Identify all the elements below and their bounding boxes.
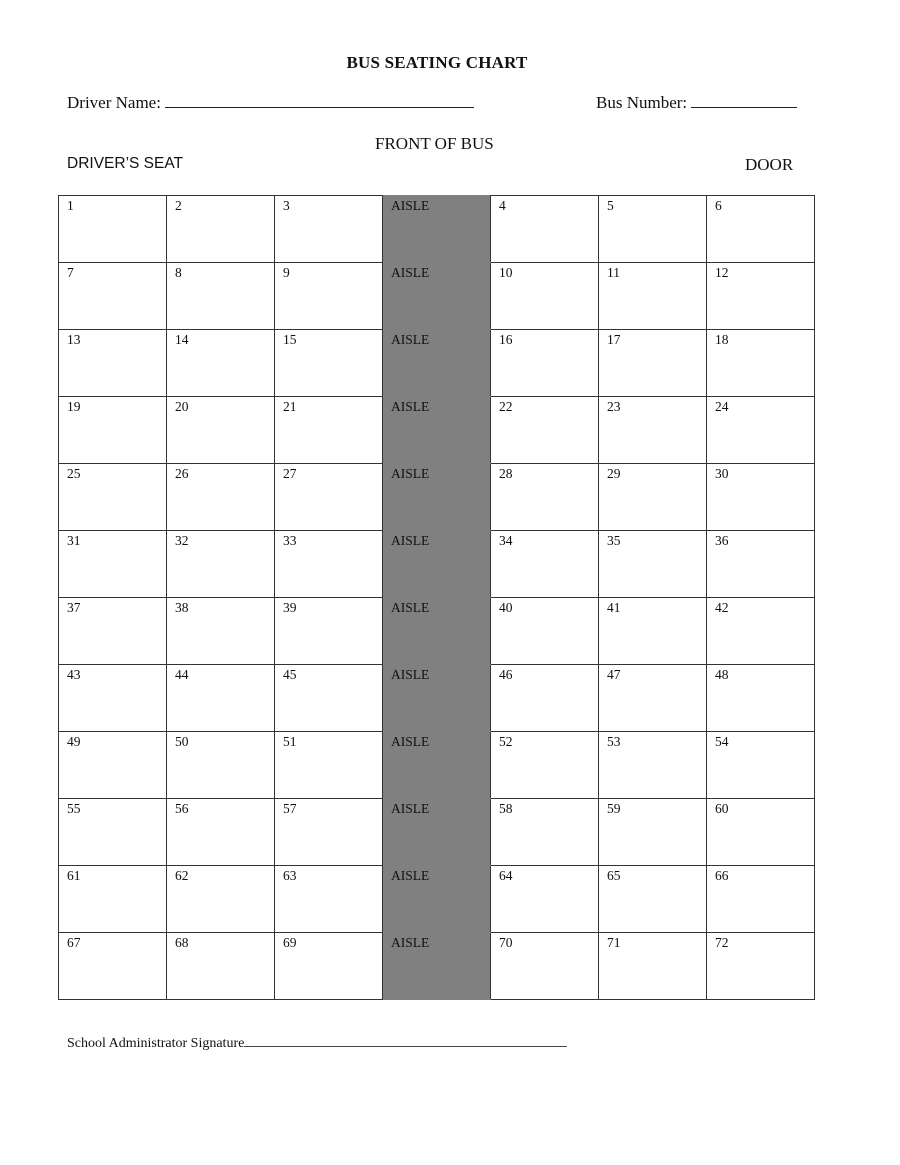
front-of-bus-label: FRONT OF BUS bbox=[375, 134, 494, 153]
signature-field[interactable] bbox=[67, 1034, 567, 1052]
seat-cell[interactable]: 57 bbox=[275, 799, 383, 866]
seat-cell[interactable]: 38 bbox=[167, 598, 275, 665]
aisle-cell: AISLE bbox=[383, 866, 491, 933]
seat-row bbox=[59, 330, 815, 397]
seat-cell[interactable]: 24 bbox=[707, 397, 815, 464]
seat-cell[interactable]: 19 bbox=[59, 397, 167, 464]
seat-cell[interactable]: 67 bbox=[59, 933, 167, 1000]
seat-cell[interactable]: 65 bbox=[599, 866, 707, 933]
seat-cell[interactable]: 10 bbox=[491, 263, 599, 330]
seat-cell[interactable]: 20 bbox=[167, 397, 275, 464]
seat-cell[interactable]: 72 bbox=[707, 933, 815, 1000]
door-label: DOOR bbox=[745, 155, 794, 174]
seat-row bbox=[59, 531, 815, 598]
seat-cell[interactable]: 35 bbox=[599, 531, 707, 598]
seat-cell[interactable]: 28 bbox=[491, 464, 599, 531]
seat-cell[interactable]: 47 bbox=[599, 665, 707, 732]
seat-cell[interactable]: 26 bbox=[167, 464, 275, 531]
seat-cell[interactable]: 50 bbox=[167, 732, 275, 799]
seat-cell[interactable]: 49 bbox=[59, 732, 167, 799]
seat-row bbox=[59, 598, 815, 665]
aisle-cell: AISLE bbox=[383, 598, 491, 665]
seat-cell[interactable]: 51 bbox=[275, 732, 383, 799]
aisle-cell: AISLE bbox=[383, 732, 491, 799]
seat-cell[interactable]: 12 bbox=[707, 263, 815, 330]
seat-cell[interactable]: 61 bbox=[59, 866, 167, 933]
seat-row bbox=[59, 732, 815, 799]
seat-cell[interactable]: 33 bbox=[275, 531, 383, 598]
seat-cell[interactable]: 30 bbox=[707, 464, 815, 531]
driver-name-blank[interactable] bbox=[165, 93, 474, 108]
seat-cell[interactable]: 29 bbox=[599, 464, 707, 531]
seat-cell[interactable]: 64 bbox=[491, 866, 599, 933]
aisle-cell: AISLE bbox=[383, 263, 491, 330]
bus-number-label: Bus Number: bbox=[596, 93, 688, 112]
seat-cell[interactable]: 18 bbox=[707, 330, 815, 397]
seat-row bbox=[59, 196, 815, 263]
seat-cell[interactable]: 40 bbox=[491, 598, 599, 665]
seat-cell[interactable]: 71 bbox=[599, 933, 707, 1000]
seat-cell[interactable]: 15 bbox=[275, 330, 383, 397]
seat-cell[interactable]: 60 bbox=[707, 799, 815, 866]
aisle-cell: AISLE bbox=[383, 531, 491, 598]
driver-name-label: Driver Name: bbox=[67, 93, 161, 112]
seat-cell[interactable]: 32 bbox=[167, 531, 275, 598]
aisle-cell: AISLE bbox=[383, 330, 491, 397]
seat-cell[interactable]: 6 bbox=[707, 196, 815, 263]
seat-cell[interactable]: 36 bbox=[707, 531, 815, 598]
driver-name-field[interactable] bbox=[67, 93, 474, 113]
seat-cell[interactable]: 46 bbox=[491, 665, 599, 732]
seat-cell[interactable]: 31 bbox=[59, 531, 167, 598]
seat-cell[interactable]: 70 bbox=[491, 933, 599, 1000]
seat-cell[interactable]: 27 bbox=[275, 464, 383, 531]
aisle-cell: AISLE bbox=[383, 933, 491, 1000]
seat-row bbox=[59, 933, 815, 1000]
seat-cell[interactable]: 54 bbox=[707, 732, 815, 799]
bus-number-field[interactable] bbox=[596, 93, 797, 113]
seat-cell[interactable]: 41 bbox=[599, 598, 707, 665]
seat-row bbox=[59, 464, 815, 531]
aisle-cell: AISLE bbox=[383, 464, 491, 531]
seat-cell[interactable]: 69 bbox=[275, 933, 383, 1000]
seat-cell[interactable]: 44 bbox=[167, 665, 275, 732]
bus-number-blank[interactable] bbox=[691, 93, 797, 108]
seat-cell[interactable]: 1 bbox=[59, 196, 167, 263]
seat-cell[interactable]: 34 bbox=[491, 531, 599, 598]
aisle-cell: AISLE bbox=[383, 799, 491, 866]
aisle-cell: AISLE bbox=[383, 397, 491, 464]
seat-cell[interactable]: 11 bbox=[599, 263, 707, 330]
seat-cell[interactable]: 14 bbox=[167, 330, 275, 397]
seat-cell[interactable]: 21 bbox=[275, 397, 383, 464]
seat-cell[interactable]: 45 bbox=[275, 665, 383, 732]
seat-cell[interactable]: 7 bbox=[59, 263, 167, 330]
signature-label: School Administrator Signature bbox=[67, 1036, 245, 1051]
seat-cell[interactable]: 2 bbox=[167, 196, 275, 263]
seat-cell[interactable]: 4 bbox=[491, 196, 599, 263]
seat-row bbox=[59, 866, 815, 933]
drivers-seat-label: DRIVER’S SEAT bbox=[67, 155, 183, 172]
seat-cell[interactable]: 22 bbox=[491, 397, 599, 464]
seating-grid bbox=[58, 195, 815, 1000]
seat-cell[interactable]: 53 bbox=[599, 732, 707, 799]
seat-cell[interactable]: 5 bbox=[599, 196, 707, 263]
seat-cell[interactable]: 17 bbox=[599, 330, 707, 397]
seat-cell[interactable]: 39 bbox=[275, 598, 383, 665]
seat-row bbox=[59, 263, 815, 330]
seat-cell[interactable]: 59 bbox=[599, 799, 707, 866]
seat-row bbox=[59, 799, 815, 866]
seat-cell[interactable]: 55 bbox=[59, 799, 167, 866]
seat-cell[interactable]: 63 bbox=[275, 866, 383, 933]
seat-row bbox=[59, 397, 815, 464]
page-title: BUS SEATING CHART bbox=[346, 53, 528, 72]
seat-cell[interactable]: 48 bbox=[707, 665, 815, 732]
seat-cell[interactable]: 3 bbox=[275, 196, 383, 263]
signature-blank[interactable] bbox=[244, 1034, 567, 1047]
seat-cell[interactable]: 68 bbox=[167, 933, 275, 1000]
seat-cell[interactable]: 42 bbox=[707, 598, 815, 665]
seat-row bbox=[59, 665, 815, 732]
seat-cell[interactable]: 25 bbox=[59, 464, 167, 531]
aisle-cell: AISLE bbox=[383, 196, 491, 263]
seat-cell[interactable]: 37 bbox=[59, 598, 167, 665]
seat-cell[interactable]: 13 bbox=[59, 330, 167, 397]
seat-cell[interactable]: 58 bbox=[491, 799, 599, 866]
seat-cell[interactable]: 52 bbox=[491, 732, 599, 799]
seat-cell[interactable]: 56 bbox=[167, 799, 275, 866]
seat-cell[interactable]: 9 bbox=[275, 263, 383, 330]
seat-cell[interactable]: 16 bbox=[491, 330, 599, 397]
seat-cell[interactable]: 23 bbox=[599, 397, 707, 464]
seat-cell[interactable]: 8 bbox=[167, 263, 275, 330]
aisle-cell: AISLE bbox=[383, 665, 491, 732]
seat-cell[interactable]: 66 bbox=[707, 866, 815, 933]
seat-cell[interactable]: 62 bbox=[167, 866, 275, 933]
seat-cell[interactable]: 43 bbox=[59, 665, 167, 732]
